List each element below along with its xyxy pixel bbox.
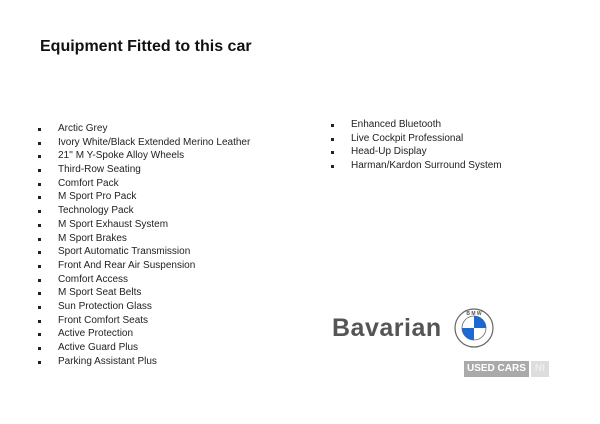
equipment-item: 21'' M Y-Spoke Alloy Wheels (38, 149, 250, 163)
equipment-item: Sun Protection Glass (38, 300, 250, 314)
equipment-item: M Sport Brakes (38, 232, 250, 246)
equipment-item: Third-Row Seating (38, 163, 250, 177)
equipment-item: Comfort Access (38, 273, 250, 287)
equipment-list-right (331, 118, 502, 173)
equipment-item: Live Cockpit Professional (331, 132, 502, 146)
equipment-item: M Sport Exhaust System (38, 218, 250, 232)
svg-text:B M W: B M W (465, 310, 482, 317)
equipment-list-left (38, 122, 250, 368)
brand-name: Bavarian (332, 313, 442, 342)
dealer-logo (332, 308, 494, 348)
equipment-item: Parking Assistant Plus (38, 355, 250, 369)
badge-used-cars: USED CARS (464, 361, 529, 377)
equipment-item: Comfort Pack (38, 177, 250, 191)
equipment-item: Active Protection (38, 327, 250, 341)
equipment-item: Enhanced Bluetooth (331, 118, 502, 132)
equipment-item: M Sport Seat Belts (38, 286, 250, 300)
page-title: Equipment Fitted to this car (40, 38, 252, 55)
equipment-item: Sport Automatic Transmission (38, 245, 250, 259)
equipment-item: M Sport Pro Pack (38, 190, 250, 204)
equipment-item: Technology Pack (38, 204, 250, 218)
equipment-item: Front And Rear Air Suspension (38, 259, 250, 273)
equipment-item: Harman/Kardon Surround System (331, 159, 502, 173)
equipment-item: Front Comfort Seats (38, 314, 250, 328)
badge-region: NI (531, 361, 549, 377)
equipment-item: Arctic Grey (38, 122, 250, 136)
equipment-item: Head-Up Display (331, 145, 502, 159)
equipment-item: Ivory White/Black Extended Merino Leather (38, 136, 250, 150)
used-cars-badge (464, 361, 549, 377)
bmw-roundel-icon (454, 308, 494, 348)
equipment-item: Active Guard Plus (38, 341, 250, 355)
